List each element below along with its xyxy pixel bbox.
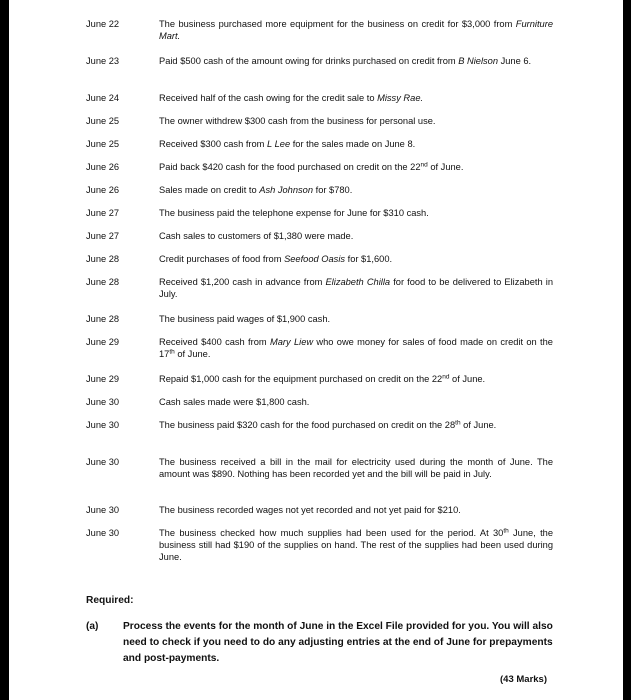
transaction-date: June 25: [86, 116, 120, 126]
transaction-description: [159, 92, 553, 104]
description-text: Paid $500 cash of the amount owing for drinks purchased on credit from: [159, 56, 459, 66]
transaction-date: June 27: [86, 208, 120, 218]
required-item-label: (a): [86, 621, 99, 632]
transaction-description: [159, 504, 553, 516]
transaction-date: June 30: [86, 397, 120, 407]
transaction-date: June 23: [86, 56, 120, 66]
description-text: Received $400 cash from: [159, 337, 270, 347]
description-text: The business received a bill in the mail for electricity used during the month of June. The amount was $890. Nothing has been recorded yet and the bill will be paid in July.: [159, 457, 553, 479]
party-name: B Nielson: [458, 56, 499, 66]
transaction-date: June 30: [86, 505, 120, 515]
party-name: Mary Liew: [269, 337, 314, 347]
description-text: The owner withdrew $300 cash from the business for personal use.: [159, 116, 436, 126]
description-text: of June.: [449, 374, 486, 384]
required-item-text: Process the events for the month of June in the Excel File provided for you. You will also need to check if you need to do any adjusting entries at the end of June for prepayments and post-payments.: [123, 621, 553, 664]
transaction-description: [159, 207, 553, 219]
description-text: for $1,600.: [345, 254, 393, 264]
ordinal-suffix: nd: [442, 373, 450, 381]
description-text: of June.: [174, 349, 211, 359]
document-page: [9, 0, 623, 700]
transaction-description: [159, 138, 553, 150]
description-text: The business checked how much supplies had been used for the period. At 30: [159, 528, 504, 538]
transaction-date: June 22: [86, 19, 120, 29]
party-name: L Lee: [267, 139, 291, 149]
description-text: The business paid the telephone expense for June for $310 cash.: [159, 208, 429, 218]
transaction-description: [159, 55, 553, 67]
transaction-date: June 30: [86, 420, 120, 430]
description-text: June, the business still had $190 of the supplies on hand. The rest of the supplies had been used during June.: [159, 528, 554, 562]
ordinal-suffix: nd: [420, 161, 428, 169]
required-heading: Required:: [86, 595, 134, 606]
description-text: for food to be delivered to Elizabeth in July.: [159, 277, 553, 299]
transaction-description: [159, 419, 553, 431]
transaction-date: June 28: [86, 314, 120, 324]
description-text: Repaid $1,000 cash for the equipment purchased on credit on the 22: [159, 374, 443, 384]
description-text: The business purchased more equipment for the business on credit for $3,000 from: [159, 19, 516, 29]
transaction-date: June 26: [86, 185, 120, 195]
party-name: Ash Johnson: [259, 185, 314, 195]
transaction-date: June 29: [86, 374, 120, 384]
transaction-description: [159, 527, 553, 563]
description-text: Received half of the cash owing for the credit sale to: [159, 93, 378, 103]
party-name: Furniture Mart.: [159, 19, 553, 41]
transaction-date: June 28: [86, 277, 120, 287]
transaction-description: [159, 161, 553, 173]
transaction-date: June 30: [86, 457, 120, 467]
description-text: Cash sales made were $1,800 cash.: [159, 397, 310, 407]
description-text: for the sales made on June 8.: [290, 139, 416, 149]
description-text: of June.: [460, 420, 497, 430]
party-name: Elizabeth Chilla: [325, 277, 391, 287]
description-text: of June.: [427, 162, 464, 172]
transaction-description: [159, 253, 553, 265]
description-text: June 6.: [498, 56, 532, 66]
transaction-description: [159, 18, 553, 42]
transaction-description: [159, 313, 553, 325]
party-name: Missy Rae.: [377, 93, 424, 103]
transaction-description: [159, 115, 553, 127]
party-name: Seefood Oasis: [284, 254, 346, 264]
transaction-description: [159, 184, 553, 196]
ordinal-suffix: th: [169, 348, 175, 356]
description-text: Received $1,200 cash in advance from: [159, 277, 326, 287]
description-text: Sales made on credit to: [159, 185, 260, 195]
marks-total: (43 Marks): [500, 674, 547, 685]
description-text: Paid back $420 cash for the food purchased on credit on the 22: [159, 162, 421, 172]
transaction-date: June 25: [86, 139, 120, 149]
transaction-description: [159, 336, 553, 360]
transaction-description: [159, 373, 553, 385]
transaction-date: June 28: [86, 254, 120, 264]
description-text: Credit purchases of food from: [159, 254, 285, 264]
description-text: who owe money for sales of food made on credit on the 17: [159, 337, 553, 359]
transaction-date: June 26: [86, 162, 120, 172]
transaction-date: June 24: [86, 93, 120, 103]
transaction-date: June 27: [86, 231, 120, 241]
transaction-date: June 30: [86, 528, 120, 538]
description-text: Received $300 cash from: [159, 139, 268, 149]
description-text: The business paid $320 cash for the food purchased on credit on the 28: [159, 420, 456, 430]
description-text: for $780.: [313, 185, 353, 195]
transaction-description: [159, 230, 553, 242]
description-text: The business paid wages of $1,900 cash.: [159, 314, 331, 324]
transaction-date: June 29: [86, 337, 120, 347]
description-text: The business recorded wages not yet recorded and not yet paid for $210.: [159, 505, 461, 515]
description-text: Cash sales to customers of $1,380 were made.: [159, 231, 354, 241]
ordinal-suffix: th: [455, 419, 461, 427]
transaction-description: [159, 396, 553, 408]
transaction-description: [159, 276, 553, 300]
transaction-description: [159, 456, 553, 480]
ordinal-suffix: th: [503, 527, 509, 535]
